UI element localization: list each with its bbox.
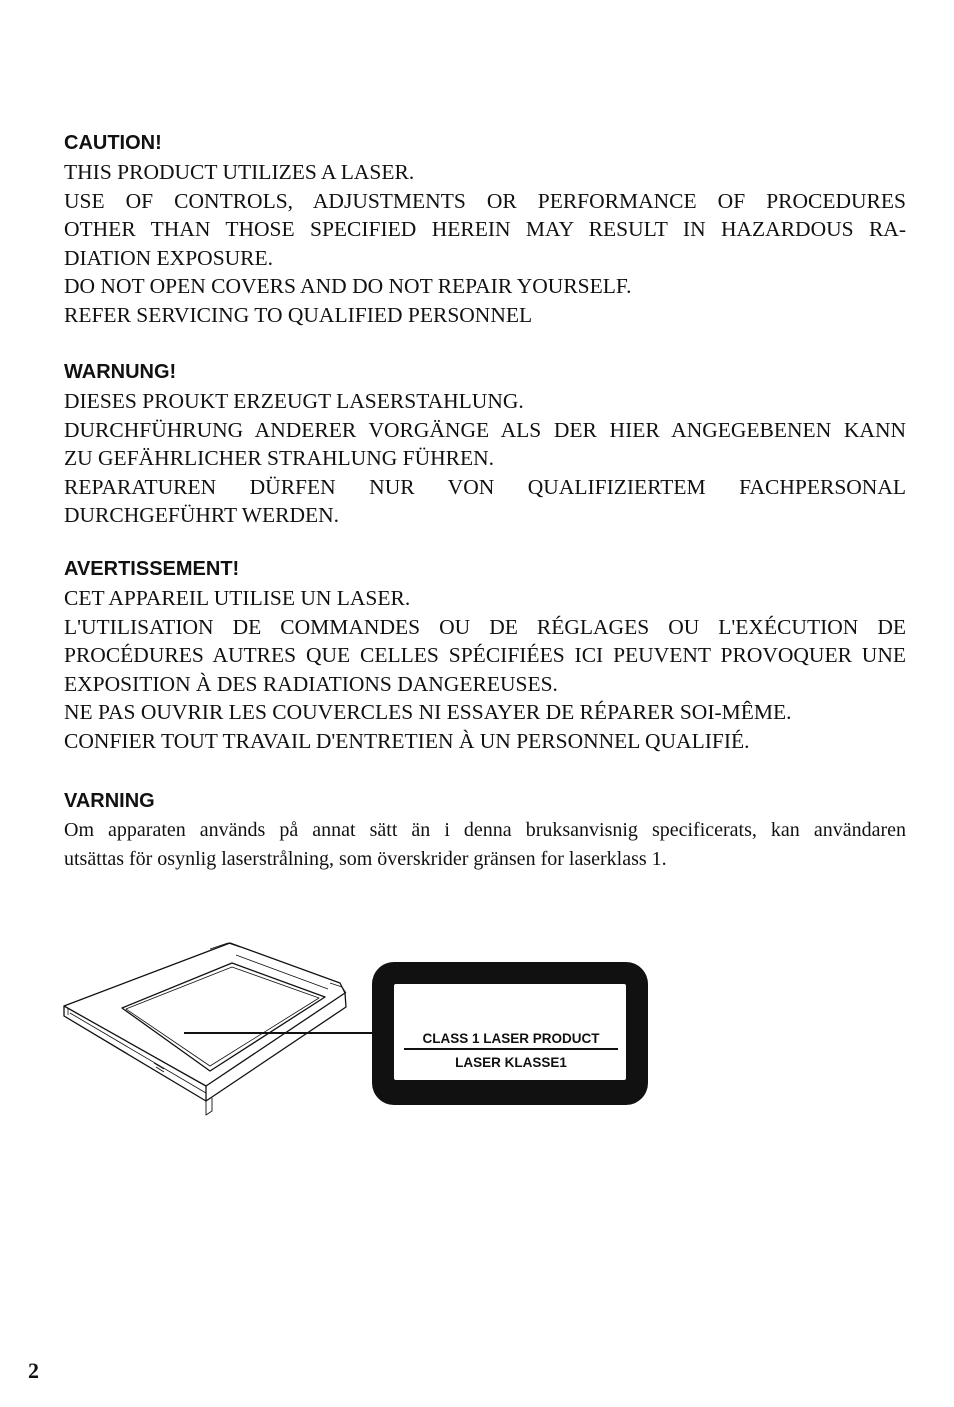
varning-line: utsättas för osynlig laserstrålning, som överskrider gränsen for laserklass 1. [64,848,667,870]
warnung-line: ZU GEFÄHRLICHER STRAHLUNG FÜHREN. [64,446,495,470]
avertissement-section [64,556,906,755]
page-number: 2 [28,1358,39,1383]
warnung-line: DURCHFÜHRUNG ANDERER VORGÄNGE ALS DER HIER ANGEGEBENEN KANN [64,417,906,442]
optical-drive-illustration [60,935,390,1125]
avertissement-line: CET APPAREIL UTILISE UN LASER. [64,586,411,610]
caution-line: REFER SERVICING TO QUALIFIED PERSONNEL [64,302,533,327]
caution-line: USE OF CONTROLS, ADJUSTMENTS OR PERFORMANCE OF PROCEDURES [64,188,906,213]
varning-line: Om apparaten används på annat sätt än i denna bruksanvisnig specificerats, kan användaren [64,819,906,841]
laser-class-label [372,962,648,1105]
warnung-line: DIESES PROUKT ERZEUGT LASERSTAHLUNG. [64,389,524,413]
avertissement-heading: AVERTISSEMENT! [64,558,240,580]
avertissement-line: EXPOSITION À DES RADIATIONS DANGEREUSES. [64,671,558,696]
label-class-text: CLASS 1 LASER PRODUCT [404,1031,618,1050]
varning-heading: VARNING [64,790,155,812]
warnung-line: REPARATUREN DÜRFEN NUR VON QUALIFIZIERTEM FACHPERSONAL [64,474,906,499]
caution-line: THIS PRODUCT UTILIZES A LASER. [64,160,415,184]
label-klasse-text: LASER KLASSE1 [455,1055,567,1070]
caution-line: DO NOT OPEN COVERS AND DO NOT REPAIR YOURSELF. [64,274,632,298]
avertissement-line: NE PAS OUVRIR LES COUVERCLES NI ESSAYER DE RÉPARER SOI-MÊME. [64,700,792,724]
caution-heading: CAUTION! [64,132,162,154]
avertissement-line: CONFIER TOUT TRAVAIL D'ENTRETIEN À UN PERSONNEL QUALIFIÉ. [64,728,750,753]
warnung-section [64,359,906,530]
varning-section [64,788,906,874]
caution-line: DIATION EXPOSURE. [64,245,274,270]
caution-line: OTHER THAN THOSE SPECIFIED HEREIN MAY RESULT IN HAZARDOUS RA- [64,217,906,241]
avertissement-line: L'UTILISATION DE COMMANDES OU DE RÉGLAGES OU L'EXÉCUTION DE [64,614,906,639]
laser-label-panel [394,984,626,1080]
avertissement-line: PROCÉDURES AUTRES QUE CELLES SPÉCIFIÉES ICI PEUVENT PROVOQUER UNE [64,643,906,667]
caution-section [64,130,906,329]
warnung-line: DURCHGEFÜHRT WERDEN. [64,503,340,527]
warnung-heading: WARNUNG! [64,361,177,383]
